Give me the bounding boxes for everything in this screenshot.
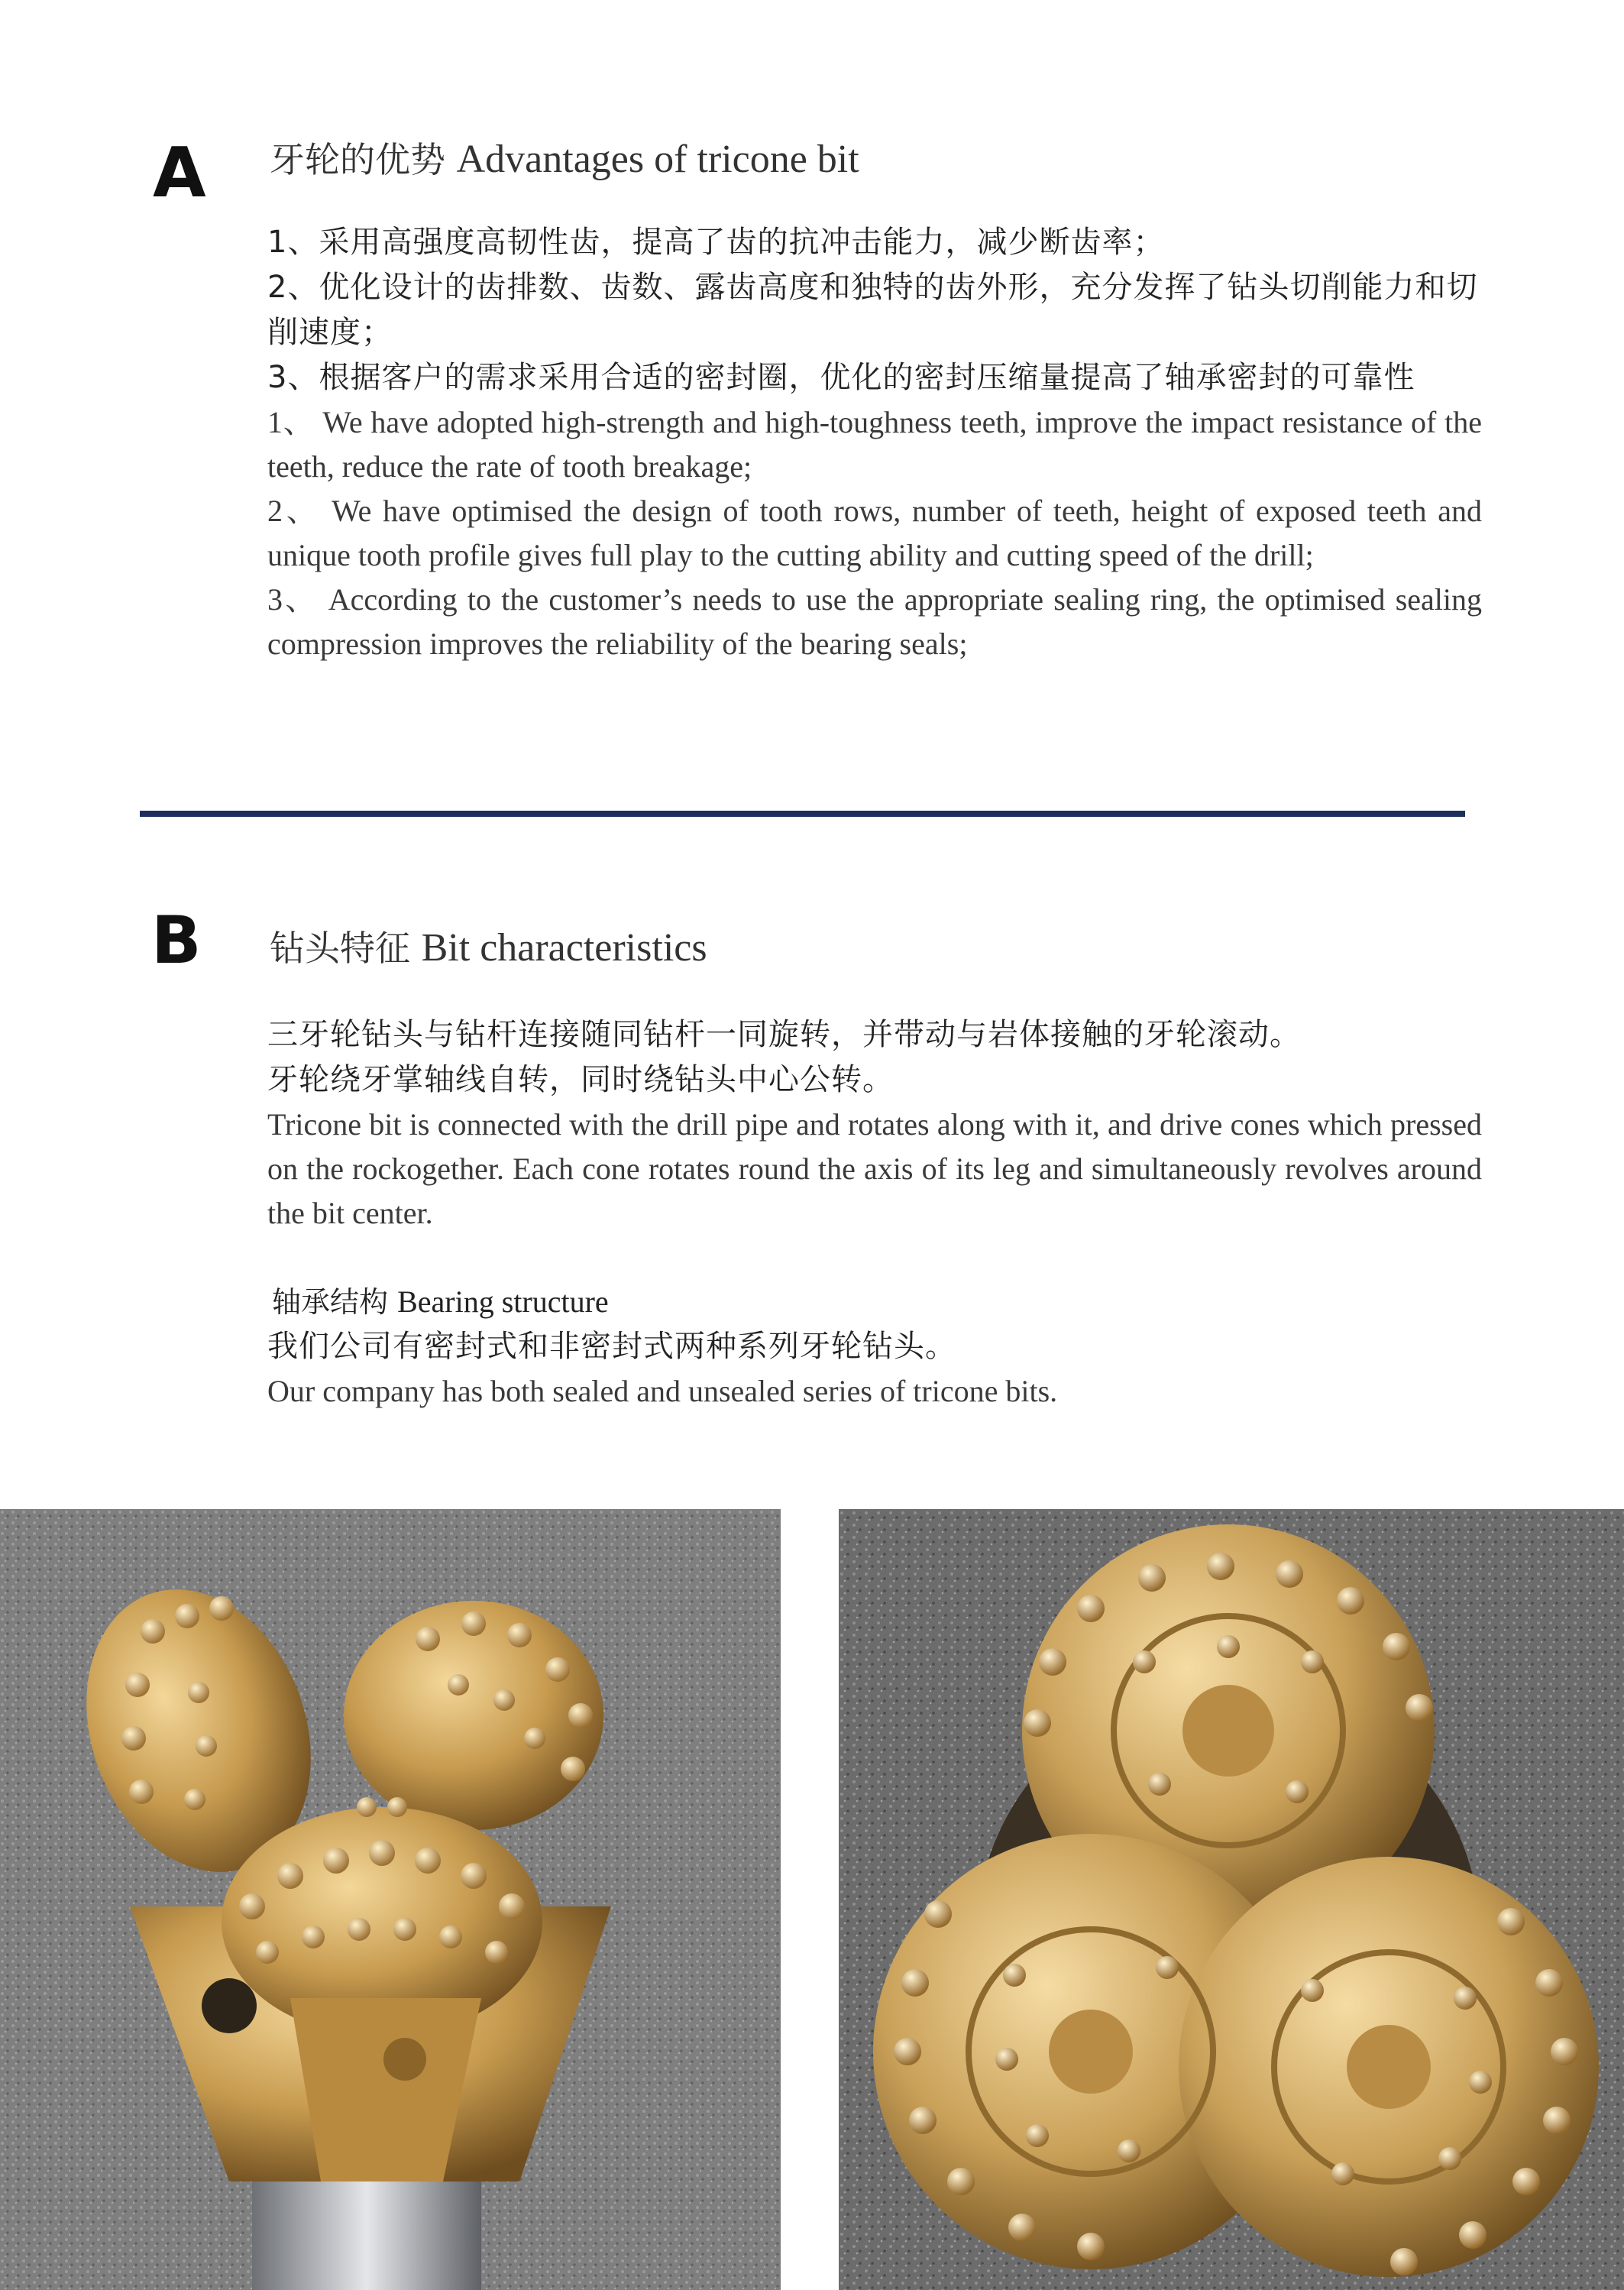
section-b-heading-cn: 钻头特征 — [270, 928, 410, 969]
advantage-en-2: 2、 We have optimised the design of tooth rows, number of teeth, height of exposed teeth and unique tooth profile gives full play to the cutting ability and cutting speed of the drill; — [267, 494, 1482, 572]
section-b-body — [267, 1012, 1482, 1414]
characteristics-cn-1: 三牙轮钻头与钻杆连接随同钻杆一同旋转，并带动与岩体接触的牙轮滚动。 — [267, 1017, 1301, 1052]
section-a-heading — [270, 138, 859, 181]
characteristics-en: Tricone bit is connected with the drill pipe and rotates along with it, and drive cones which pressed on the rockogether. Each cone rotates round the axis of its leg and simultaneously revolves around the bit center. — [267, 1107, 1482, 1230]
section-a-heading-cn: 牙轮的优势 — [270, 139, 445, 180]
advantage-en-1: 1、 We have adopted high-strength and high-toughness teeth, improve the impact resistance of the teeth, reduce the rate of tooth breakage; — [267, 405, 1482, 484]
bearing-heading — [272, 1280, 1482, 1324]
section-b-heading-en: Bit characteristics — [421, 926, 707, 970]
characteristics-cn-2: 牙轮绕牙掌轴线自转，同时绕钻头中心公转。 — [267, 1062, 894, 1097]
bearing-text-en: Our company has both sealed and unsealed series of tricone bits. — [267, 1374, 1058, 1408]
bearing-heading-en: Bearing structure — [397, 1284, 609, 1319]
advantage-cn-3: 3、根据客户的需求采用合适的密封圈，优化的密封压缩量提高了轴承密封的可靠性 — [267, 360, 1415, 395]
tricone-bit-top-photo — [839, 1509, 1624, 2290]
section-a-letter: A — [153, 133, 206, 213]
advantage-en-3: 3、 According to the customer’s needs to use the appropriate sealing ring, the optimised sealing compression improves the reliability of the bearing seals; — [267, 582, 1482, 661]
section-b-heading — [270, 926, 707, 970]
advantage-cn-1: 1、采用高强度高韧性齿，提高了齿的抗冲击能力，减少断齿率； — [267, 225, 1165, 260]
bearing-text-cn: 我们公司有密封式和非密封式两种系列牙轮钻头。 — [267, 1329, 956, 1364]
section-a-heading-en: Advantages of tricone bit — [456, 138, 859, 181]
bearing-heading-cn: 轴承结构 — [272, 1285, 389, 1319]
tricone-bit-side-photo — [0, 1509, 781, 2290]
section-a-body — [267, 220, 1482, 666]
section-divider — [140, 811, 1465, 817]
tricone-bit-top-illustration — [839, 1509, 1624, 2290]
advantage-cn-2: 2、优化设计的齿排数、齿数、露齿高度和独特的齿外形，充分发挥了钻头切削能力和切削速度； — [267, 270, 1478, 350]
section-b-letter: B — [151, 902, 202, 979]
tricone-bit-side-illustration — [0, 1509, 781, 2290]
